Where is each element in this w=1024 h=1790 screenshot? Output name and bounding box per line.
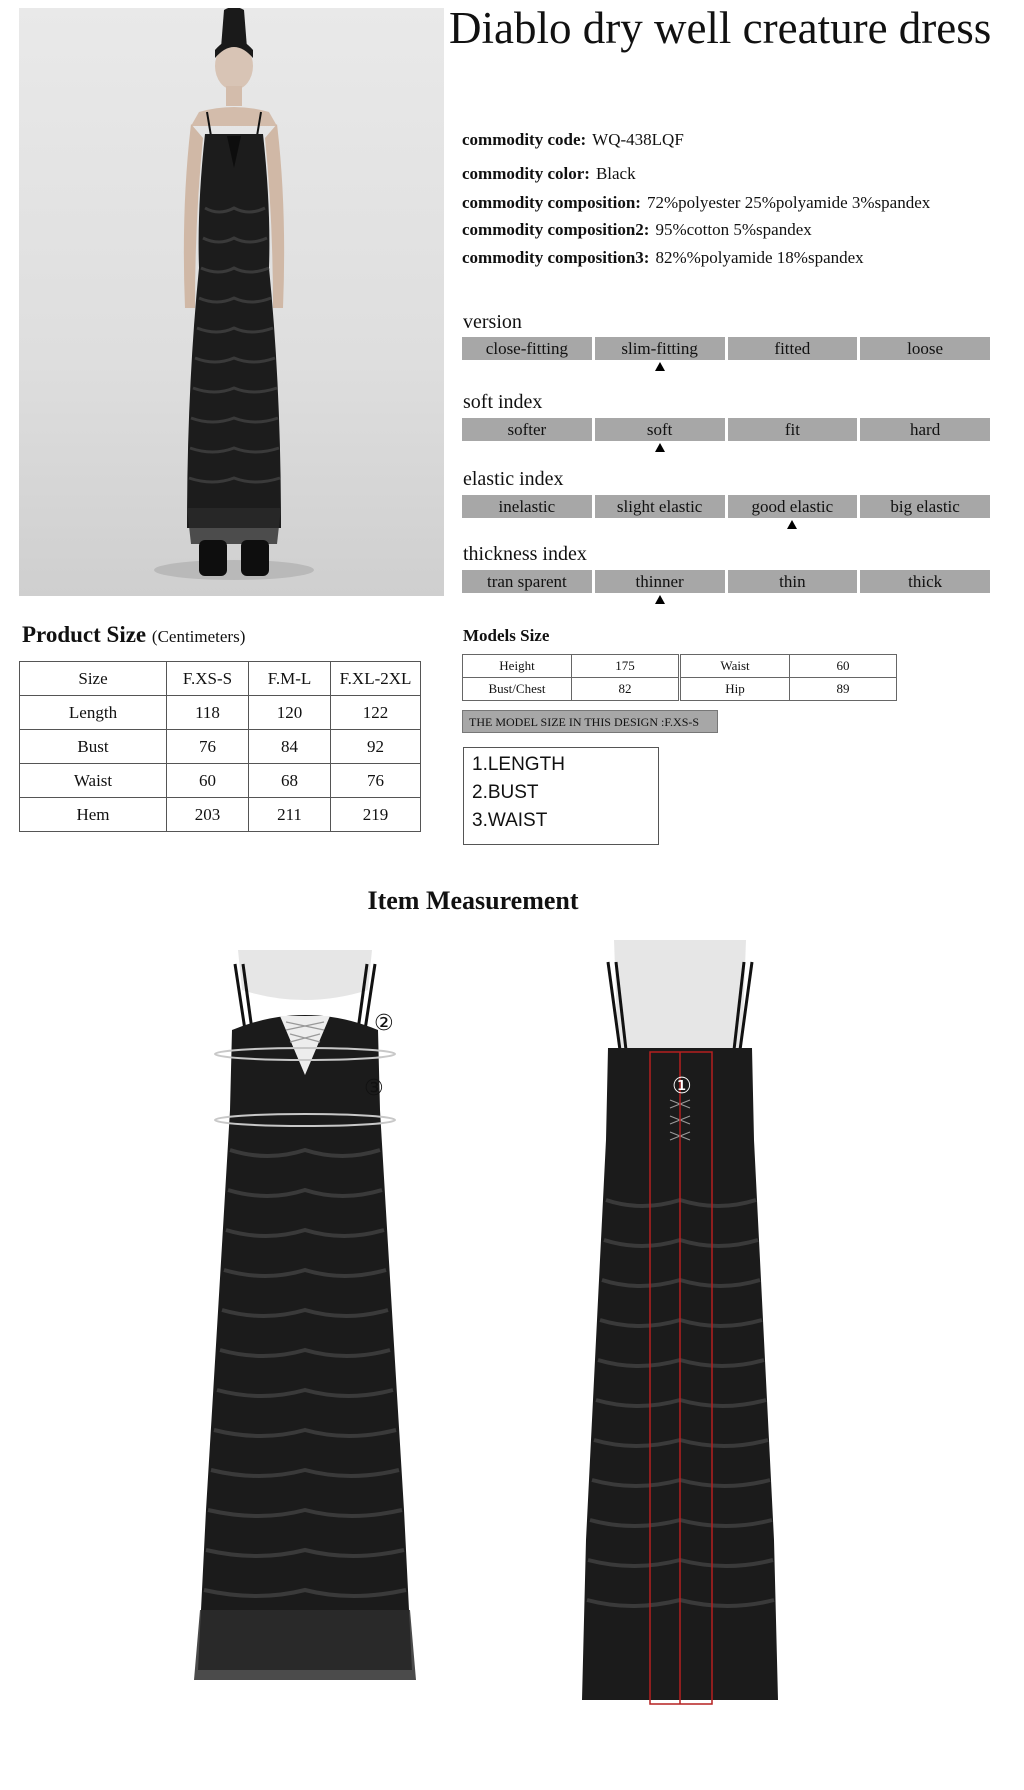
soft-index-label: soft index — [463, 391, 543, 413]
version-option: fitted — [728, 337, 858, 360]
legend-item: 2.BUST — [472, 782, 539, 803]
model-size-note: THE MODEL SIZE IN THIS DESIGN :F.XS-S — [462, 710, 718, 733]
measurement-legend — [463, 747, 659, 845]
model-photo — [19, 8, 444, 596]
elastic-index-scale — [462, 495, 990, 518]
thickness-index-option: tran sparent — [462, 570, 592, 593]
table-cell: 60 — [790, 655, 897, 678]
product-size-unit: (Centimeters) — [151, 627, 246, 646]
elastic-index-option: inelastic — [462, 495, 592, 518]
table-cell: Bust — [20, 730, 167, 764]
table-cell: Waist — [681, 655, 790, 678]
version-option: loose — [860, 337, 990, 360]
table-cell: 175 — [572, 655, 679, 678]
table-cell: Hip — [681, 678, 790, 701]
thickness-index-option: thick — [860, 570, 990, 593]
dress-back-image — [580, 940, 780, 1730]
version-label: version — [463, 311, 522, 333]
table-header-row — [20, 662, 421, 696]
table-row — [20, 696, 421, 730]
table-cell: 219 — [331, 798, 421, 832]
table-cell: 120 — [249, 696, 331, 730]
spec-composition2: commodity composition2: 95%cotton 5%spandex — [462, 220, 812, 239]
soft-index-option: fit — [728, 418, 858, 441]
table-cell: Height — [463, 655, 572, 678]
spec-commodity-code: commodity code: WQ-438LQF — [462, 130, 684, 149]
item-measurement-title: Item Measurement — [367, 886, 579, 915]
table-cell: 60 — [167, 764, 249, 798]
table-cell: 118 — [167, 696, 249, 730]
table-cell: Length — [20, 696, 167, 730]
elastic-index-option: good elastic — [728, 495, 858, 518]
table-cell: Waist — [20, 764, 167, 798]
models-size-table-left — [462, 654, 679, 701]
legend-item: 3.WAIST — [472, 810, 548, 831]
table-cell: Hem — [20, 798, 167, 832]
table-cell: 203 — [167, 798, 249, 832]
soft-index-scale — [462, 418, 990, 441]
table-cell: 82 — [572, 678, 679, 701]
table-cell: 89 — [790, 678, 897, 701]
models-size-table-right — [680, 654, 897, 701]
product-size-table — [19, 661, 421, 832]
thickness-index-option: thinner — [595, 570, 725, 593]
waist-callout: ③ — [364, 1075, 384, 1100]
table-cell: 68 — [249, 764, 331, 798]
spec-composition3: commodity composition3: 82%%polyamide 18%spandex — [462, 248, 864, 267]
thickness-index-label: thickness index — [463, 543, 587, 565]
version-option: close-fitting — [462, 337, 592, 360]
version-option: slim-fitting — [595, 337, 725, 360]
selected-marker-icon — [787, 520, 797, 529]
table-row — [20, 798, 421, 832]
table-cell: 84 — [249, 730, 331, 764]
bust-callout: ② — [374, 1010, 394, 1035]
selected-marker-icon — [655, 595, 665, 604]
elastic-index-option: big elastic — [860, 495, 990, 518]
table-row — [20, 764, 421, 798]
table-header: Size — [20, 662, 167, 696]
table-cell: 76 — [331, 764, 421, 798]
spec-commodity-color: commodity color: Black — [462, 164, 636, 183]
models-size-title: Models Size — [463, 626, 550, 645]
elastic-index-label: elastic index — [463, 468, 564, 490]
soft-index-option: soft — [595, 418, 725, 441]
selected-marker-icon — [655, 362, 665, 371]
elastic-index-option: slight elastic — [595, 495, 725, 518]
selected-marker-icon — [655, 443, 665, 452]
table-cell: 76 — [167, 730, 249, 764]
table-cell: 92 — [331, 730, 421, 764]
table-header: F.M-L — [249, 662, 331, 696]
table-cell: 211 — [249, 798, 331, 832]
thickness-index-option: thin — [728, 570, 858, 593]
table-cell: Bust/Chest — [463, 678, 572, 701]
thickness-index-scale — [462, 570, 990, 593]
product-size-title: Product Size (Centimeters) — [22, 622, 246, 647]
spec-composition: commodity composition: 72%polyester 25%polyamide 3%spandex — [462, 193, 931, 212]
legend-item: 1.LENGTH — [472, 754, 565, 775]
table-header: F.XL-2XL — [331, 662, 421, 696]
table-cell: 122 — [331, 696, 421, 730]
soft-index-option: softer — [462, 418, 592, 441]
length-callout: ① — [672, 1073, 692, 1098]
soft-index-option: hard — [860, 418, 990, 441]
product-title: Diablo dry well creature dress — [449, 3, 992, 53]
table-header: F.XS-S — [167, 662, 249, 696]
table-row — [20, 730, 421, 764]
dress-front-image — [190, 950, 420, 1730]
version-scale — [462, 337, 990, 360]
